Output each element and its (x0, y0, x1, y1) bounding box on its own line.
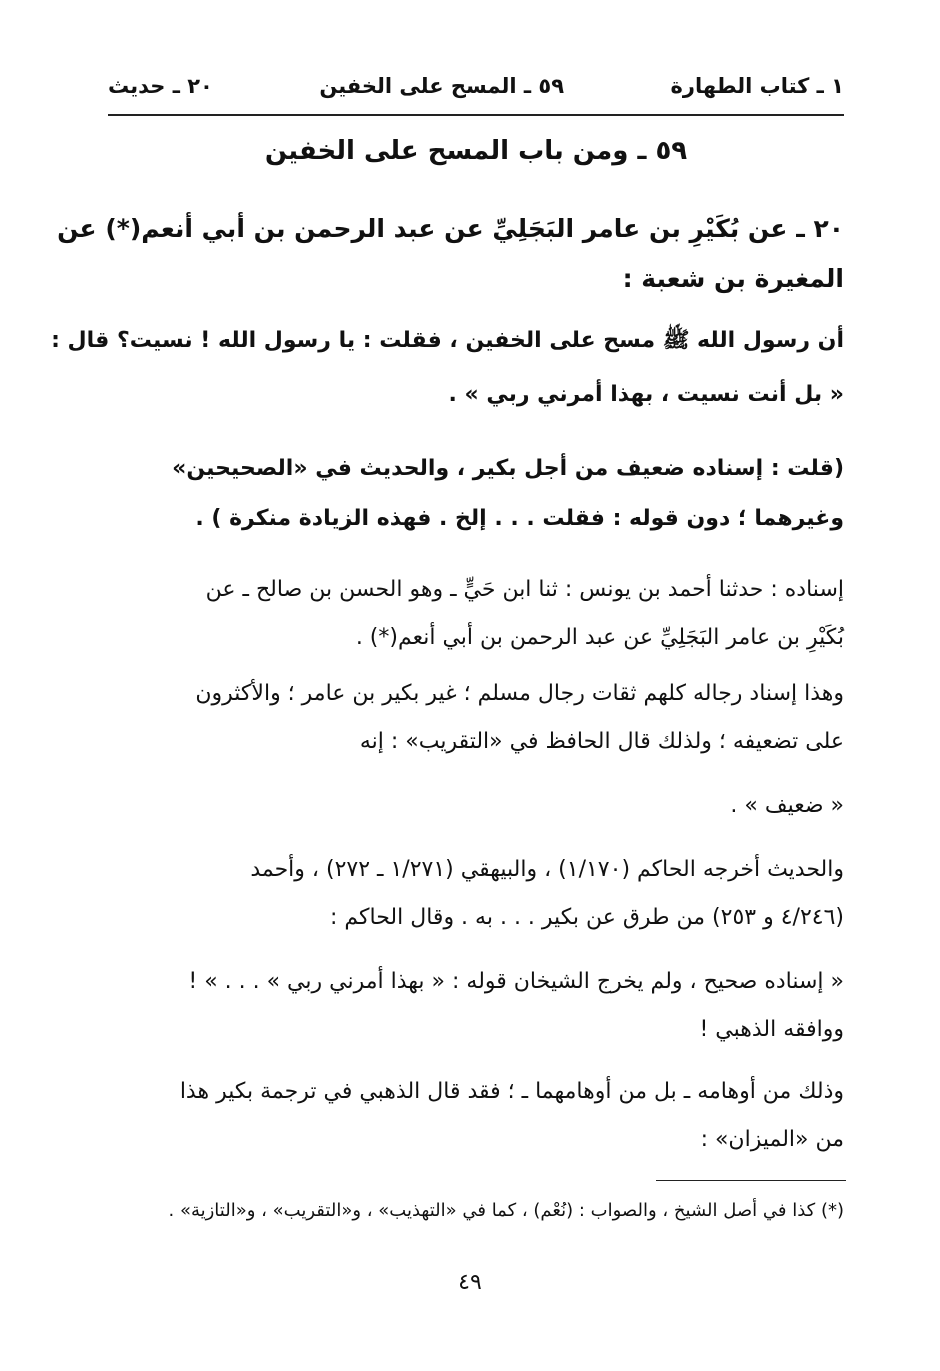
text-line: على تضعيفه ؛ ولذلك قال الحافظ في «التقريب» : إنه (359, 729, 844, 754)
page-number: ٤٩ (458, 1270, 482, 1295)
text-line: إسناده : حدثنا أحمد بن يونس : ثنا ابن حَيٍّ ـ وهو الحسن بن صالح ـ عن (205, 577, 844, 602)
header-chapter: ٥٩ ـ المسح على الخفين (319, 74, 565, 98)
header-hadith-number: ٢٠ ـ حديث (108, 74, 213, 98)
text-line: ٢٠ ـ عن بُكَيْرِ بن عامر البَجَلِيِّ عن عبد الرحمن بن أبي أنعم(*) عن (57, 214, 844, 243)
chapter-title: ٥٩ ـ ومن باب المسح على الخفين (264, 136, 688, 166)
footnote-divider (656, 1180, 846, 1181)
text-line: أن رسول الله ﷺ مسح على الخفين ، فقلت : يا رسول الله ! نسيت؟ قال : (51, 328, 844, 353)
text-line: (قلت : إسناده ضعيف من أجل بكير ، والحديث في «الصحيحين» (172, 456, 844, 481)
isnad-paragraph (112, 566, 844, 662)
running-header (108, 66, 844, 106)
text-line: « ضعيف » . (730, 793, 844, 818)
header-divider (108, 114, 844, 116)
conclusion-paragraph (112, 1068, 844, 1164)
text-line: (٤/٢٤٦ و ٢٥٣) من طرق عن بكير . . . به . وقال الحاكم : (330, 905, 844, 930)
quote-line (112, 782, 844, 830)
text-line: « بل أنت نسيت ، بهذا أمرني ربي » . (448, 382, 844, 407)
narrators-paragraph (112, 670, 844, 766)
text-line: المغيرة بن شعبة : (622, 264, 844, 293)
hadith-matn (51, 314, 844, 422)
author-comment (112, 444, 844, 544)
text-line: ووافقه الذهبي ! (699, 1017, 844, 1042)
text-line: « إسناده صحيح ، ولم يخرج الشيخان قوله : « بهذا أمرني ربي » . . . » ! (188, 969, 844, 994)
takhrij-paragraph (112, 846, 844, 942)
text-line: والحديث أخرجه الحاكم (١/١٧٠) ، والبيهقي (١/٢٧١ ـ ٢٧٢) ، وأحمد (250, 857, 844, 882)
text-line: من «الميزان» : (700, 1127, 844, 1152)
text-line: وهذا إسناد رجاله كلهم ثقات رجال مسلم ؛ غير بكير بن عامر ؛ والأكثرون (195, 681, 844, 706)
text-line: وغيرهما ؛ دون قوله : فقلت . . . إلخ . فهذه الزيادة منكرة ) . (195, 506, 844, 531)
hakim-quote-paragraph (112, 958, 844, 1054)
text-line: وذلك من أوهامه ـ بل من أوهامهما ـ ؛ فقد قال الذهبي في ترجمة بكير هذا (179, 1079, 844, 1104)
hadith-isnad (57, 204, 844, 304)
text-line: بُكَيْرِ بن عامر البَجَلِيِّ عن عبد الرحمن بن أبي أنعم(*) . (355, 625, 844, 650)
footnote: (*) كذا في أصل الشيخ ، والصواب : (نُعْم) ، كما في «التهذيب» ، و«التقريب» ، و«التازية» . (168, 1200, 844, 1221)
header-book-title: ١ ـ كتاب الطهارة (670, 74, 844, 98)
